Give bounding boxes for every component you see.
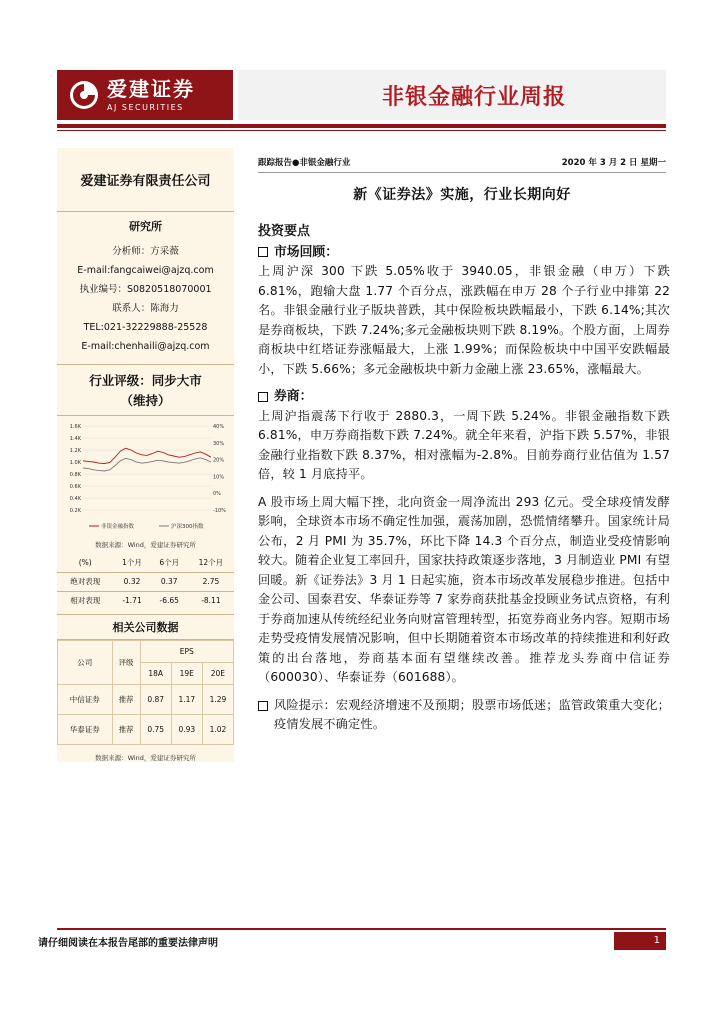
perf-row (57, 591, 234, 610)
main-content (258, 222, 670, 735)
market-review-label: 市场回顾： (274, 244, 338, 260)
chart-legend-label: 沪深300指数 (171, 524, 204, 530)
logo-emblem-icon (69, 80, 99, 110)
analyst-email: E-mail:fangcaiwei@ajzq.com (77, 265, 214, 276)
perf-cell: -1.71 (113, 591, 150, 610)
broker-analysis-text: A 股市场上周大幅下挫，北向资金一周净流出 293 亿元。受全球疫情发酵影响，全球资本市场不确定性加强，震荡加剧，恐慌情绪攀升。国家统计局公布，2 月 PMI 为 35.7%，环比下降 14.3 个百分点，制造业受疫情影响较大。随着企业复工率回升，国家扶持政策逐步落地，3 月制造业 PMI 有望回暖。新《证券法》3 月 1 日起实施，资本市场改革发展稳步推进。包括中金公司、国泰君安、华泰证券等 7 家券商获批基金投顾业务试点资格，有利于券商加速从传统经纪业务向财富管理转型，拓宽券商业务内容。短期市场走势受疫情发展情况影响，但中长期随着资本市场改革的持续推进和利好政策的出台落地，券商基本面有望继续改善。推荐龙头券商中信证券（600030）、华泰证券（601688）。 (258, 494, 671, 684)
rel-row (58, 715, 234, 745)
checkbox-bullet-icon (258, 247, 268, 257)
chart-right-tick-label: 20% (213, 457, 225, 464)
page-number: 1 (614, 932, 666, 950)
rel-eps: 1.02 (202, 715, 233, 745)
checkbox-bullet-icon (258, 392, 268, 402)
broker-text: 上周沪指震荡下行收于 2880.3，一周下跌 5.24%。非银金融指数下跌 6.81%，申万券商指数下跌 7.24%。就全年来看，沪指下跌 5.57%，非银金融行业指数下跌 8.37%，相对涨幅为-2.8%。目前券商行业估值为 1.57 倍，较 1 月底持平。 (258, 408, 670, 481)
chart-left-tick-label: 1.4K (69, 436, 81, 442)
risk-warning (258, 696, 670, 735)
report-series-title: 非银金融行业周报 (381, 84, 566, 110)
rel-eps: 0.75 (140, 715, 171, 745)
checkbox-bullet-icon (258, 701, 268, 711)
related-source: 数据来源：Wind，爱建证券研究所 (95, 754, 196, 762)
rel-year: 19E (171, 663, 202, 685)
perf-cell: 0.32 (113, 572, 150, 591)
market-review-heading (258, 243, 670, 263)
license-number: 执业编号：S0820518070001 (79, 284, 212, 295)
research-info (57, 212, 234, 365)
contact-name: 联系人：陈海力 (112, 303, 179, 314)
perf-header: 12个月 (198, 557, 224, 567)
logo-text (107, 78, 195, 112)
related-companies-title: 相关公司数据 (57, 614, 234, 640)
chart-svg (61, 422, 230, 534)
logo-name-cn: 爱建证券 (107, 77, 195, 101)
sidebar-company: 爱建证券有限责任公司 (57, 148, 234, 212)
rel-rating: 推荐 (112, 715, 140, 745)
chart-right-tick-label: 30% (213, 440, 225, 447)
rel-eps: 0.87 (140, 685, 171, 715)
rel-col-eps: EPS (140, 641, 233, 663)
risk-text: 风险提示：宏观经济增速不及预期；股票市场低迷；监管政策重大变化；疫情发展不确定性。 (274, 697, 670, 731)
research-head: 研究所 (129, 220, 162, 233)
company-logo (57, 70, 233, 120)
rel-row (58, 685, 234, 715)
rel-company: 华泰证券 (58, 715, 113, 745)
rating-line-1: 行业评级：同步大市 (89, 373, 202, 388)
header-divider-thin (57, 130, 666, 131)
track-label: 跟踪报告●非银金融行业 (258, 158, 351, 168)
chart-legend-label: 非银金融指数 (101, 524, 135, 530)
rel-year: 20E (202, 663, 233, 685)
header-divider (57, 124, 666, 128)
perf-header: 1个月 (122, 557, 142, 567)
chart-right-tick-label: 40% (213, 424, 225, 430)
chart-left-tick-label: 0.2K (69, 508, 81, 514)
chart-series-line (83, 448, 211, 463)
perf-cell: 0.37 (151, 572, 188, 591)
perf-header: (%) (78, 557, 92, 567)
rel-company: 中信证券 (58, 685, 113, 715)
industry-rating (57, 365, 234, 416)
report-title: 新《证券法》实施，行业长期向好 (353, 187, 571, 203)
performance-table (57, 553, 234, 610)
logo-name-en: AJ SECURITIES (107, 103, 184, 112)
rel-col-company: 公司 (58, 641, 113, 685)
perf-cell: 相对表现 (57, 591, 113, 610)
perf-row (57, 572, 234, 591)
market-review-text: 上周沪深 300 下跌 5.05%收于 3940.05，非银金融（申万）下跌 6.81%，跑输大盘 1.77 个百分点，涨跌幅在申万 28 个子行业中排第 22 名。非银金融行业子版块普跌，其中保险板块跌幅最小，下跌 6.14%;其次是券商板块，下跌 7.24%;多元金融板块则下跌 8.19%。个股方面，上周券商板块中红塔证券涨幅最大，上涨 1.99%；而保险板块中中国平安跌幅最小，下跌 5.66%；多元金融板块中新力金融上涨 23.65%，涨幅最大。 (258, 264, 671, 376)
chart-right-tick-label: 10% (213, 474, 225, 481)
rel-header-row (58, 641, 234, 663)
related-companies-table (57, 640, 234, 745)
analyst-name: 分析师：方采薇 (112, 246, 179, 257)
perf-header-row (57, 553, 234, 572)
perf-cell: 绝对表现 (57, 572, 113, 591)
rel-rating: 推荐 (112, 685, 140, 715)
chart-right-tick-label: -10% (213, 508, 226, 514)
footer-divider (57, 928, 666, 930)
contact-tel: TEL:021-32229888-25528 (83, 322, 208, 333)
rel-col-rating: 评级 (112, 641, 140, 685)
chart-source: 数据来源：Wind，爱建证券研究所 (95, 541, 196, 549)
rel-eps: 1.29 (202, 685, 233, 715)
chart-left-tick-label: 1.0K (69, 460, 81, 466)
chart-left-tick-label: 1.6K (69, 424, 81, 430)
perf-cell: -6.65 (151, 591, 188, 610)
broker-label: 券商： (274, 389, 313, 404)
key-points-heading: 投资要点 (258, 224, 311, 239)
meta-divider (258, 172, 666, 173)
contact-email: E-mail:chenhaili@ajzq.com (81, 341, 210, 352)
chart-series-line (83, 458, 211, 471)
legal-disclaimer: 请仔细阅读在本报告尾部的重要法律声明 (38, 938, 218, 949)
chart-left-tick-label: 0.4K (69, 496, 81, 502)
perf-cell: 2.75 (188, 572, 234, 591)
perf-header: 6个月 (159, 557, 180, 567)
broker-heading (258, 387, 670, 407)
sidebar (57, 148, 234, 762)
chart-left-tick-label: 0.6K (69, 484, 81, 490)
rel-eps: 1.17 (171, 685, 202, 715)
performance-chart (57, 416, 234, 538)
report-date: 2020 年 3 月 2 日 星期一 (561, 158, 666, 168)
rating-line-2: （维持） (120, 393, 171, 408)
chart-left-tick-label: 1.2K (69, 448, 81, 454)
rel-eps: 0.93 (171, 715, 202, 745)
rel-year: 18A (140, 663, 171, 685)
chart-left-tick-label: 0.8K (69, 472, 81, 478)
perf-cell: -8.11 (188, 591, 234, 610)
header-bar (238, 70, 666, 120)
chart-right-tick-label: 0% (213, 491, 221, 498)
